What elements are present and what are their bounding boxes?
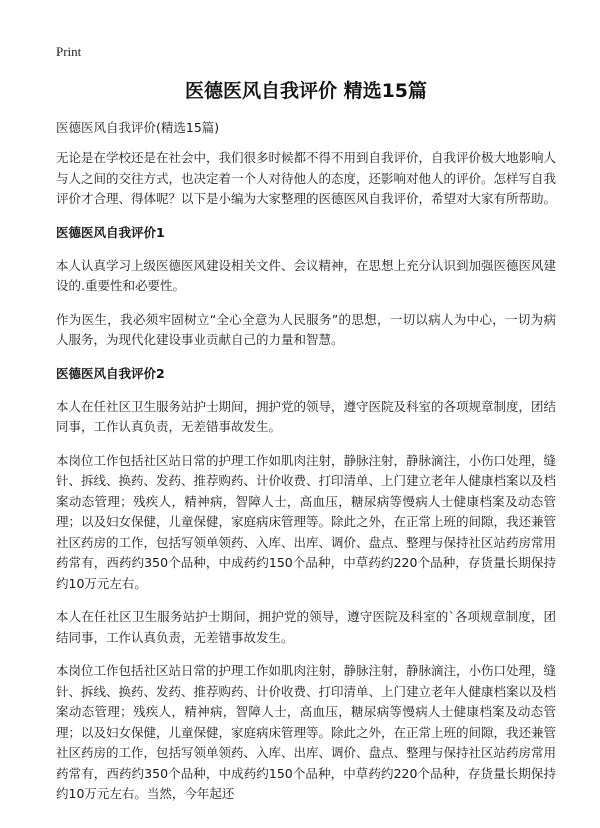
section-2	[56, 364, 556, 805]
document-subtitle: 医德医风自我评价(精选15篇)	[56, 120, 220, 135]
section-heading: 医德医风自我评价1	[56, 224, 165, 240]
print-link[interactable]: Print	[56, 44, 82, 59]
page-title: 医德医风自我评价 精选15篇	[184, 80, 428, 102]
paragraph: 作为医生，我必须牢固树立“全心全意为人民服务”的思想，一切以病人为中心，一切为病人服务，为现代化建设事业贡献自己的力量和智慧。	[56, 311, 556, 347]
document-body	[56, 118, 556, 818]
intro-paragraph: 无论是在学校还是在社会中，我们很多时候都不得不用到自我评价，自我评价极大地影响人与人之间的交往方式，也决定着一个人对待他人的态度，还影响对他人的评价。怎样写自我评价才合理、得体呢？以下是小编为大家整理的医德医风自我评价，希望对大家有所帮助。	[56, 150, 557, 206]
paragraph: 本人在任社区卫生服务站护士期间，拥护党的领导，遵守医院及科室的`各项规章制度，团结同事，工作认真负责，无差错事故发生。	[56, 609, 556, 645]
paragraph: 本岗位工作包括社区站日常的护理工作如肌肉注射，静脉注射，静脉滴注，小伤口处理，缝针、拆线、换药、发药、推荐购药、计价收费、打印清单、上门建立老年人健康档案以及档案动态管理；残疾人，精神病，智障人士，高血压，糖尿病等慢病人士健康档案及动态管理；以及妇女保健，儿童保健，家庭病床管理等。除此之外，在正常上班的间隙，我还兼管社区药房的工作，包括写领单领药、入库、出库、调价、盘点、整理与保持社区站药房常用药常有，西药约350个品种，中成药约150个品种，中草药约220个品种，存货量长期保持约10万元左右。	[56, 452, 557, 591]
paragraph: 本岗位工作包括社区站日常的护理工作如肌肉注射，静脉注射，静脉滴注，小伤口处理，缝针、拆线、换药、发药、推荐购药、计价收费、打印清单、上门建立老年人健康档案以及档案动态管理；残疾人，精神病，智障人士，高血压，糖尿病等慢病人士健康档案及动态管理；以及妇女保健，儿童保健，家庭病床管理等。除此之外，在正常上班的间隙，我还兼管社区药房的工作，包括写领单领药、入库、出库、调价、盘点、整理与保持社区站药房常用药常有，西药约350个品种，中成药约150个品种，中草药约220个品种，存货量长期保持约10万元左右。当然，今年起还	[56, 663, 557, 801]
section-heading: 医德医风自我评价2	[56, 365, 165, 381]
paragraph: 本人在任社区卫生服务站护士期间，拥护党的领导，遵守医院及科室的各项规章制度，团结同事，工作认真负责，无差错事故发生。	[56, 398, 557, 434]
section-1	[56, 223, 556, 351]
paragraph: 本人认真学习上级医德医风建设相关文件、会议精神，在思想上充分认识到加强医德医风建设的.重要性和必要性。	[56, 257, 557, 293]
